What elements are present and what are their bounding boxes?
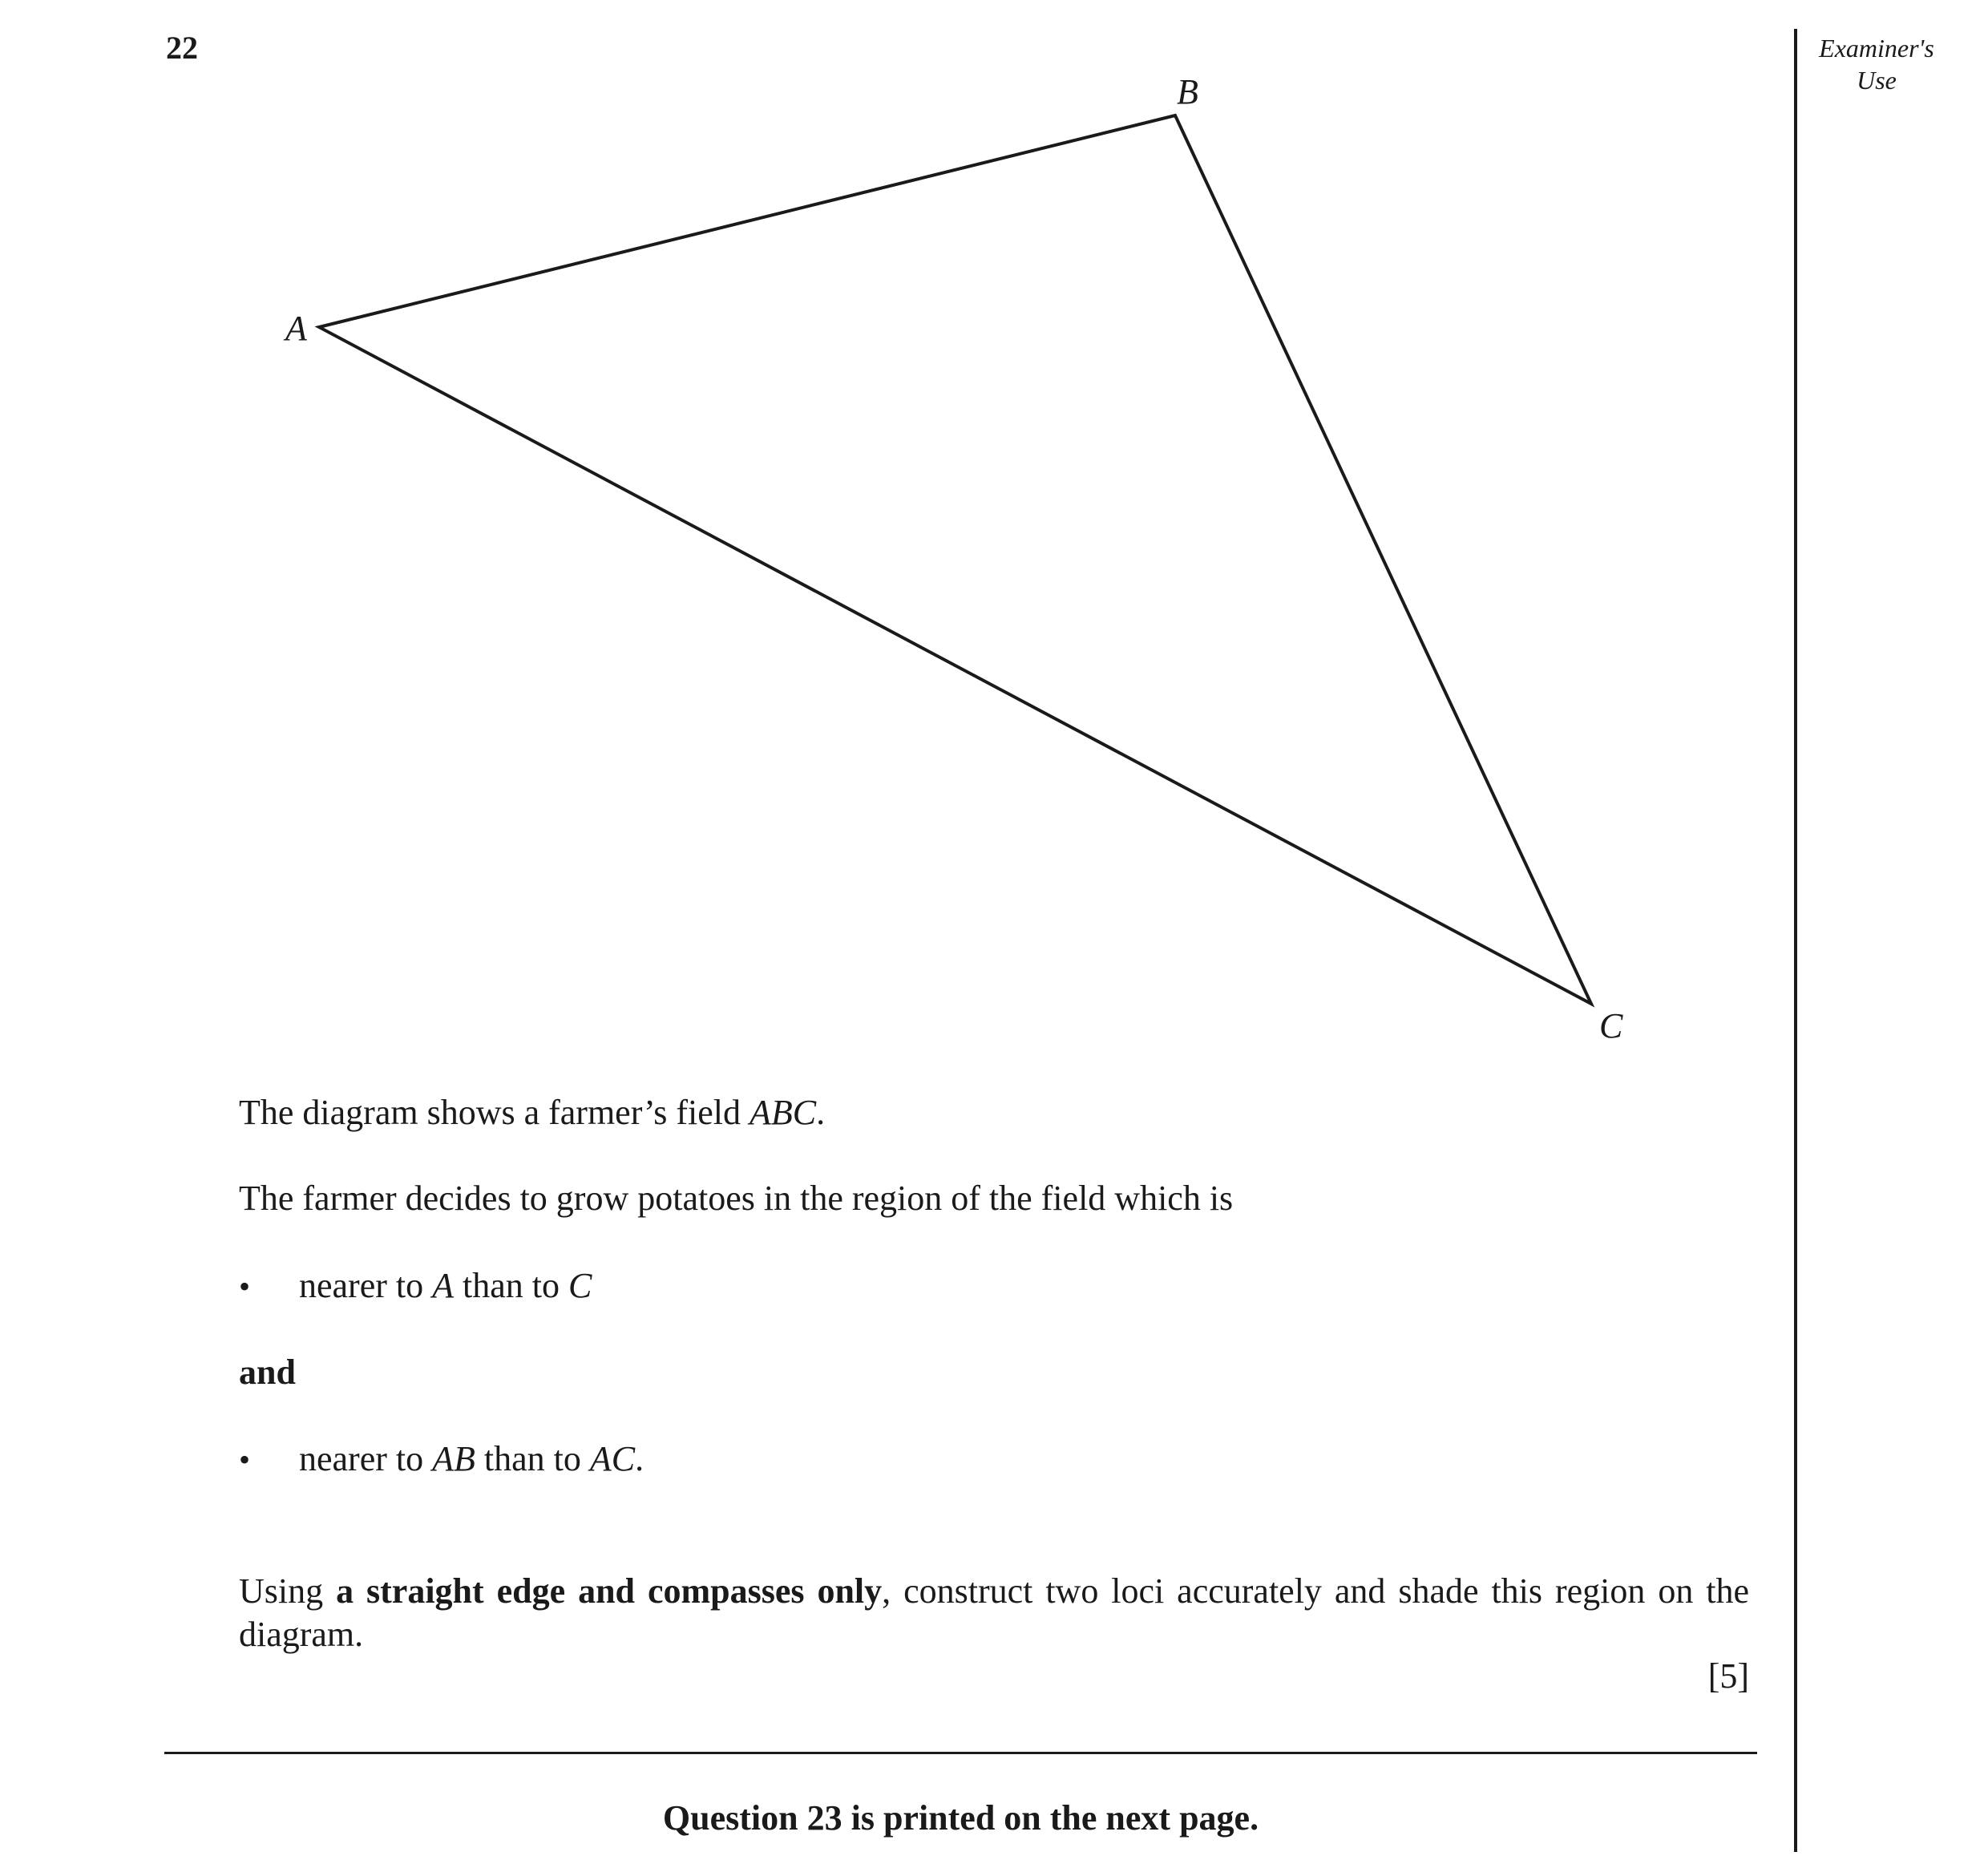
condition-2-end: . <box>635 1439 644 1478</box>
condition-2 <box>239 1437 1749 1482</box>
condition-2-var-ac: AC <box>589 1439 636 1478</box>
instruction-prefix: Using <box>239 1571 337 1611</box>
condition-1-text-part1: nearer to <box>299 1266 433 1305</box>
instruction-bold: a straight edge and compasses only <box>336 1571 883 1611</box>
condition-2-text-part2: than to <box>475 1439 590 1478</box>
bullet-icon: • <box>239 1268 251 1304</box>
vertex-label-c: C <box>1599 1006 1623 1045</box>
examiner-use-label-line1: Examiner's <box>1819 34 1934 63</box>
bottom-rule <box>164 1752 1757 1754</box>
and-label: and <box>239 1353 296 1392</box>
examiner-use-label-line2: Use <box>1857 66 1897 95</box>
vertex-label-b: B <box>1177 72 1198 111</box>
question-decision: The farmer decides to grow potatoes in the region of the field which is <box>239 1179 1234 1218</box>
intro-suffix: . <box>816 1093 826 1132</box>
condition-2-text-part1: nearer to <box>299 1439 433 1478</box>
examiner-use-label <box>1800 32 1953 96</box>
marks-label: [5] <box>1707 1656 1749 1696</box>
page-number: 22 <box>166 30 198 66</box>
instruction-suffix: , construct two loci accurately and shade this region on the diagram. <box>239 1571 1750 1654</box>
examiner-column-rule <box>1794 29 1797 1852</box>
footer-note: Question 23 is printed on the next page. <box>662 1798 1259 1838</box>
condition-1-var-c: C <box>568 1266 592 1305</box>
intro-prefix: The diagram shows a farmer’s field <box>239 1093 750 1132</box>
condition-1-text <box>299 1264 592 1308</box>
condition-1-var-a: A <box>432 1266 455 1305</box>
vertex-label-a: A <box>285 309 307 348</box>
instruction <box>239 1570 1749 1656</box>
triangle-abc <box>319 115 1591 1004</box>
intro-field-name: ABC <box>749 1093 817 1132</box>
condition-2-text <box>299 1437 644 1481</box>
condition-1-text-part2: than to <box>454 1266 568 1305</box>
condition-2-var-ab: AB <box>432 1439 475 1478</box>
condition-1 <box>239 1264 1749 1308</box>
bullet-icon: • <box>239 1442 251 1478</box>
question-intro <box>239 1091 1749 1134</box>
